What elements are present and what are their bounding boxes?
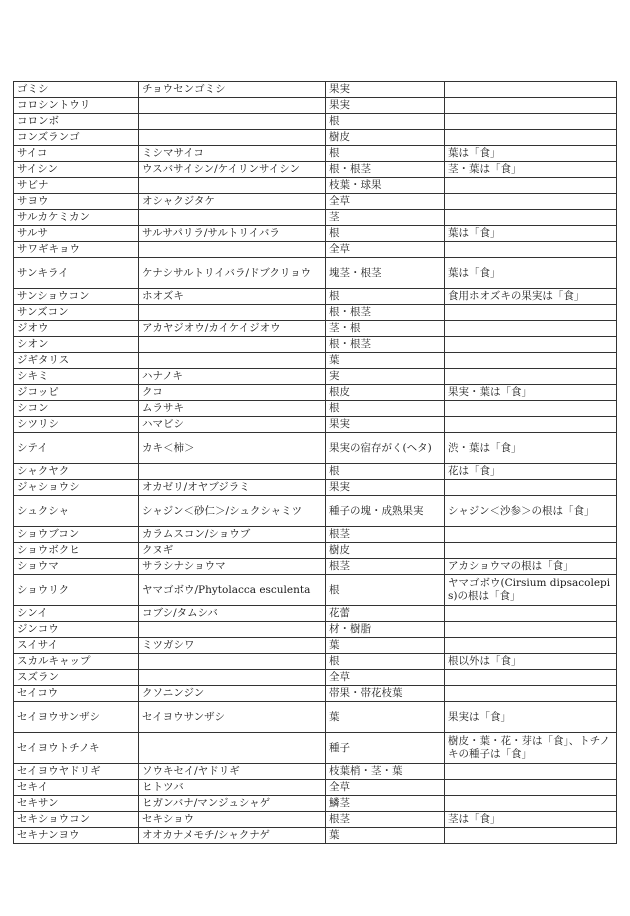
cell-part: 全草 — [326, 780, 445, 796]
table-row — [14, 385, 617, 401]
cell-name: シンイ — [14, 606, 139, 622]
table-row — [14, 82, 617, 98]
table-row — [14, 559, 617, 575]
cell-note — [445, 130, 617, 146]
cell-name: ショウブコン — [14, 527, 139, 543]
cell-note: シャジン＜沙参＞の根は「食」 — [445, 496, 617, 527]
cell-alias: ハナノキ — [139, 369, 326, 385]
cell-part: 種子の塊・成熟果実 — [326, 496, 445, 527]
cell-name: スズラン — [14, 670, 139, 686]
cell-note: 葉は「食」 — [445, 258, 617, 289]
cell-name: ゴミシ — [14, 82, 139, 98]
cell-note — [445, 780, 617, 796]
cell-alias — [139, 98, 326, 114]
cell-alias — [139, 670, 326, 686]
cell-alias: ミツガシワ — [139, 638, 326, 654]
cell-part: 全草 — [326, 670, 445, 686]
table-row — [14, 353, 617, 369]
cell-name: ジオウ — [14, 321, 139, 337]
cell-part: 根・根茎 — [326, 305, 445, 321]
cell-note — [445, 337, 617, 353]
cell-name: サヨウ — [14, 194, 139, 210]
cell-name: シツリシ — [14, 417, 139, 433]
cell-part: 根茎 — [326, 812, 445, 828]
cell-part: 果実 — [326, 417, 445, 433]
cell-note — [445, 114, 617, 130]
cell-note — [445, 638, 617, 654]
table-row — [14, 178, 617, 194]
cell-note: 花は「食」 — [445, 464, 617, 480]
cell-alias: カラムスコン/ショウブ — [139, 527, 326, 543]
cell-part: 根皮 — [326, 385, 445, 401]
cell-part: 根・根茎 — [326, 162, 445, 178]
table-row — [14, 796, 617, 812]
table-row — [14, 780, 617, 796]
cell-part: 葉 — [326, 638, 445, 654]
cell-part: 根 — [326, 575, 445, 606]
cell-name: シコン — [14, 401, 139, 417]
cell-alias: ムラサキ — [139, 401, 326, 417]
cell-part: 花蕾 — [326, 606, 445, 622]
cell-name: ジャショウシ — [14, 480, 139, 496]
cell-note: 渋・葉は「食」 — [445, 433, 617, 464]
cell-name: ジギタリス — [14, 353, 139, 369]
table-row — [14, 305, 617, 321]
table-row — [14, 654, 617, 670]
table-row — [14, 764, 617, 780]
table-row — [14, 194, 617, 210]
cell-note — [445, 369, 617, 385]
cell-note: ヤマゴボウ(Cirsium dipsacolepis)の根は「食」 — [445, 575, 617, 606]
table-row — [14, 670, 617, 686]
cell-alias: アカヤジオウ/カイケイジオウ — [139, 321, 326, 337]
cell-note: アカショウマの根は「食」 — [445, 559, 617, 575]
cell-name: シュクシャ — [14, 496, 139, 527]
cell-name: コロシントウリ — [14, 98, 139, 114]
table-row — [14, 606, 617, 622]
cell-alias — [139, 305, 326, 321]
cell-name: コンズランゴ — [14, 130, 139, 146]
cell-note — [445, 417, 617, 433]
cell-name: ショウリク — [14, 575, 139, 606]
table-row — [14, 226, 617, 242]
cell-alias: ウスバサイシン/ケイリンサイシン — [139, 162, 326, 178]
cell-note — [445, 828, 617, 844]
table-row — [14, 242, 617, 258]
cell-part: 塊茎・根茎 — [326, 258, 445, 289]
cell-alias — [139, 178, 326, 194]
cell-alias: オカゼリ/オヤブジラミ — [139, 480, 326, 496]
cell-note — [445, 305, 617, 321]
cell-note — [445, 796, 617, 812]
cell-note — [445, 606, 617, 622]
cell-alias: ヒトツバ — [139, 780, 326, 796]
cell-part: 茎 — [326, 210, 445, 226]
cell-alias: ミシマサイコ — [139, 146, 326, 162]
cell-name: サルサ — [14, 226, 139, 242]
cell-alias: チョウセンゴミシ — [139, 82, 326, 98]
cell-name: セイヨウヤドリギ — [14, 764, 139, 780]
cell-part: 根 — [326, 289, 445, 305]
cell-name: サイシン — [14, 162, 139, 178]
cell-alias: クソニンジン — [139, 686, 326, 702]
cell-note: 葉は「食」 — [445, 146, 617, 162]
cell-note — [445, 321, 617, 337]
cell-name: シャクヤク — [14, 464, 139, 480]
cell-note: 茎は「食」 — [445, 812, 617, 828]
cell-alias — [139, 242, 326, 258]
cell-part: 茎・根 — [326, 321, 445, 337]
cell-part: 果実 — [326, 98, 445, 114]
cell-alias — [139, 622, 326, 638]
table-row — [14, 417, 617, 433]
cell-part: 枝葉・球果 — [326, 178, 445, 194]
cell-part: 根 — [326, 401, 445, 417]
cell-alias — [139, 464, 326, 480]
table-row — [14, 401, 617, 417]
cell-note — [445, 622, 617, 638]
cell-note — [445, 401, 617, 417]
table-row — [14, 321, 617, 337]
cell-alias: セイヨウサンザシ — [139, 702, 326, 733]
cell-alias: ハマビシ — [139, 417, 326, 433]
cell-part: 樹皮 — [326, 130, 445, 146]
cell-part: 葉 — [326, 828, 445, 844]
cell-alias — [139, 733, 326, 764]
table-row — [14, 433, 617, 464]
cell-alias: クコ — [139, 385, 326, 401]
cell-alias — [139, 114, 326, 130]
cell-part: 果実 — [326, 480, 445, 496]
cell-name: サルカケミカン — [14, 210, 139, 226]
cell-part: 材・樹脂 — [326, 622, 445, 638]
cell-alias — [139, 130, 326, 146]
cell-part: 根 — [326, 464, 445, 480]
cell-note — [445, 480, 617, 496]
cell-alias: クヌギ — [139, 543, 326, 559]
cell-part: 全草 — [326, 194, 445, 210]
cell-name: スイサイ — [14, 638, 139, 654]
cell-part: 樹皮 — [326, 543, 445, 559]
table-row — [14, 162, 617, 178]
table-row — [14, 828, 617, 844]
cell-note: 茎・葉は「食」 — [445, 162, 617, 178]
cell-name: スカルキャップ — [14, 654, 139, 670]
cell-name: セイヨウトチノキ — [14, 733, 139, 764]
cell-name: セイコウ — [14, 686, 139, 702]
cell-part: 種子 — [326, 733, 445, 764]
table-row — [14, 258, 617, 289]
cell-name: セキサン — [14, 796, 139, 812]
cell-part: 鱗茎 — [326, 796, 445, 812]
cell-name: ジンコウ — [14, 622, 139, 638]
table-row — [14, 369, 617, 385]
cell-name: セイヨウサンザシ — [14, 702, 139, 733]
cell-note — [445, 98, 617, 114]
table-row — [14, 210, 617, 226]
cell-name: セキショウコン — [14, 812, 139, 828]
cell-part: 帯果・帯花枝葉 — [326, 686, 445, 702]
cell-part: 葉 — [326, 702, 445, 733]
cell-note — [445, 178, 617, 194]
cell-name: ショウボクヒ — [14, 543, 139, 559]
cell-name: サンズコン — [14, 305, 139, 321]
cell-alias: サラシナショウマ — [139, 559, 326, 575]
cell-part: 葉 — [326, 353, 445, 369]
cell-name: サンキライ — [14, 258, 139, 289]
table-row — [14, 146, 617, 162]
cell-alias — [139, 353, 326, 369]
cell-note: 根以外は「食」 — [445, 654, 617, 670]
cell-note — [445, 82, 617, 98]
table-row — [14, 812, 617, 828]
cell-part: 根 — [326, 146, 445, 162]
table-row — [14, 575, 617, 606]
table-row — [14, 622, 617, 638]
cell-alias: ホオズキ — [139, 289, 326, 305]
cell-note — [445, 194, 617, 210]
cell-alias: オオカナメモチ/シャクナゲ — [139, 828, 326, 844]
cell-name: ジコッピ — [14, 385, 139, 401]
table-row — [14, 114, 617, 130]
cell-part: 枝葉梢・茎・葉 — [326, 764, 445, 780]
cell-note — [445, 764, 617, 780]
cell-alias: ソウキセイ/ヤドリギ — [139, 764, 326, 780]
cell-alias: ヒガンバナ/マンジュシャゲ — [139, 796, 326, 812]
cell-part: 根茎 — [326, 527, 445, 543]
cell-part: 根 — [326, 226, 445, 242]
cell-name: シキミ — [14, 369, 139, 385]
cell-part: 果実 — [326, 82, 445, 98]
cell-name: サビナ — [14, 178, 139, 194]
cell-note — [445, 353, 617, 369]
cell-note: 樹皮・葉・花・芽は「食」、トチノキの種子は「食」 — [445, 733, 617, 764]
cell-note — [445, 543, 617, 559]
table-row — [14, 289, 617, 305]
table-row — [14, 464, 617, 480]
table-row — [14, 638, 617, 654]
cell-alias: サルサパリラ/サルトリイバラ — [139, 226, 326, 242]
cell-part: 実 — [326, 369, 445, 385]
cell-note: 果実は「食」 — [445, 702, 617, 733]
cell-name: コロンボ — [14, 114, 139, 130]
table-row — [14, 496, 617, 527]
cell-part: 根 — [326, 114, 445, 130]
cell-name: サワギキョウ — [14, 242, 139, 258]
cell-part: 根・根茎 — [326, 337, 445, 353]
cell-note: 葉は「食」 — [445, 226, 617, 242]
cell-name: シオン — [14, 337, 139, 353]
cell-note — [445, 527, 617, 543]
cell-part: 根茎 — [326, 559, 445, 575]
table-row — [14, 98, 617, 114]
cell-alias — [139, 337, 326, 353]
cell-alias — [139, 654, 326, 670]
table-row — [14, 733, 617, 764]
herb-table — [13, 81, 617, 844]
cell-note — [445, 670, 617, 686]
cell-alias: ケナシサルトリイバラ/ドブクリョウ — [139, 258, 326, 289]
cell-part: 果実の宿存がく(ヘタ) — [326, 433, 445, 464]
cell-part: 根 — [326, 654, 445, 670]
cell-name: ショウマ — [14, 559, 139, 575]
table-row — [14, 337, 617, 353]
cell-alias: オシャクジタケ — [139, 194, 326, 210]
table-row — [14, 480, 617, 496]
cell-note: 食用ホオズキの果実は「食」 — [445, 289, 617, 305]
cell-note — [445, 686, 617, 702]
cell-alias: コブシ/タムシバ — [139, 606, 326, 622]
table-row — [14, 527, 617, 543]
cell-alias: ヤマゴボウ/Phytolacca esculenta — [139, 575, 326, 606]
cell-part: 全草 — [326, 242, 445, 258]
table-row — [14, 543, 617, 559]
cell-alias: カキ＜柿＞ — [139, 433, 326, 464]
cell-alias: セキショウ — [139, 812, 326, 828]
cell-note: 果実・葉は「食」 — [445, 385, 617, 401]
cell-alias — [139, 210, 326, 226]
cell-name: サイコ — [14, 146, 139, 162]
cell-note — [445, 210, 617, 226]
cell-name: シテイ — [14, 433, 139, 464]
table-row — [14, 702, 617, 733]
cell-name: サンショウコン — [14, 289, 139, 305]
table-row — [14, 130, 617, 146]
cell-note — [445, 242, 617, 258]
cell-name: セキイ — [14, 780, 139, 796]
cell-alias: シャジン＜砂仁＞/シュクシャミツ — [139, 496, 326, 527]
table-row — [14, 686, 617, 702]
cell-name: セキナンヨウ — [14, 828, 139, 844]
